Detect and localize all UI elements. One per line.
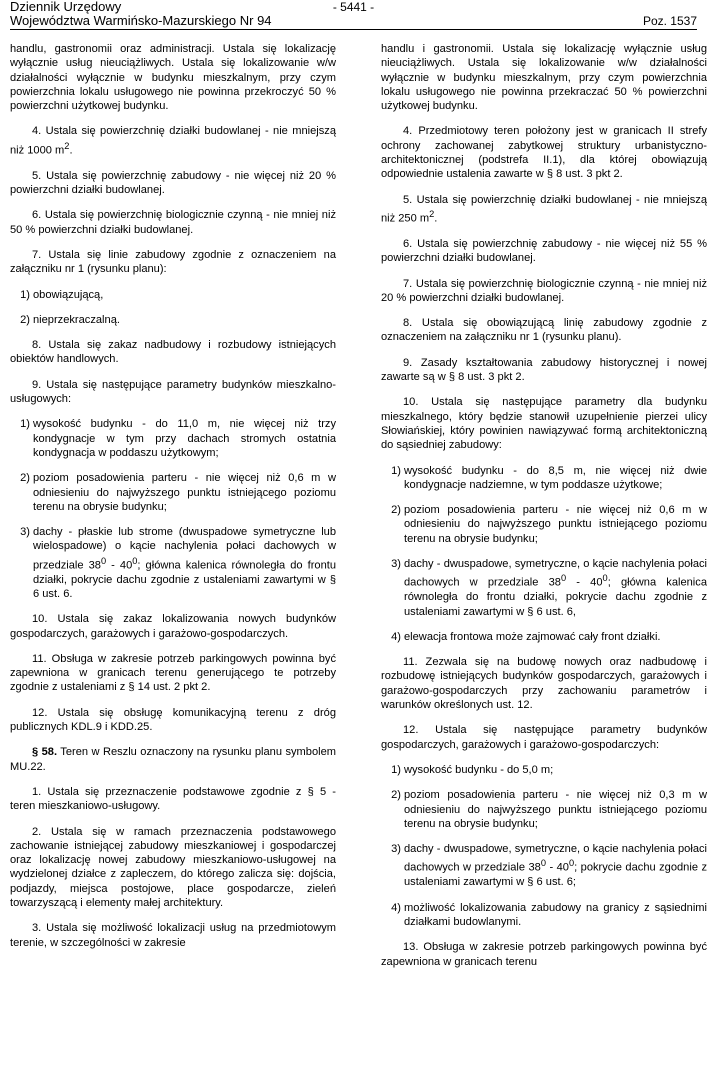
list-item: 1) obowiązującą,	[20, 288, 104, 301]
paragraph: 12. Ustala się następujące parametry budynków gospodarczych, garażowych i garażowo-gospodarczych:	[381, 724, 707, 751]
section-number: § 58.	[32, 746, 58, 759]
list-item: 2) poziom posadowienia parteru - nie więcej niż 0,3 m w odniesieniu do najwyższego punktu istniejącego poziomu terenu na obrysie budynku;	[391, 789, 707, 830]
paragraph: 5. Ustala się powierzchnię działki budowlanej - nie mniejszą niż 250 $m^2$.	[381, 193, 707, 225]
paragraph: handlu, gastronomii oraz administracji. Ustala się lokalizację wyłącznie usług nieuciążliwych. Ustala się lokalizowanie w/w działalności wyłącznie w budynku mieszkalnym, przy czym powierzchnia lokalu usługowego nie powinna przekroczyć 50 % powierzchni użytkowej budynku.	[10, 43, 336, 113]
paragraph: 2. Ustala się w ramach przeznaczenia podstawowego zachowanie istniejącej zabudowy mieszkaniowej i gospodarczej oraz lokalizację nowej zabudowy mieszkaniowo-usługowej na wydzielonej działce z zapleczem, do którego zalicza się: dojścia, podjazdy, miejsca postojowe, place gospodarcze, zieleń towarzyszącą i elementy małej architektury.	[10, 825, 336, 910]
header-rule	[10, 29, 697, 30]
list-item: 3) dachy - dwuspadowe, symetryczne, o kącie nachylenia połaci dachowych w przedziale $38^0 - 40^0$; główna kalenica równoległa do frontu działki, pokrycie dachu zgodnie z ustaleniami zawartymi w § 6 ust. 6,	[391, 558, 707, 618]
position-number: Poz. 1537	[642, 14, 697, 28]
list-item: 3) dachy - płaskie lub strome (dwuspadowe symetryczne lub wielospadowe) o kącie nachylenia połaci dachowych w przedziale $38^0 - 40^0$; główna kalenica równoległa do frontu działki, pokrycie dachu zgodnie z ustaleniami zawartymi w § 6 ust. 6.	[20, 526, 336, 600]
paragraph: 8. Ustala się obowiązującą linię zabudowy zgodnie z oznaczeniem na załączniku nr 1 (rysunku planu).	[381, 317, 707, 344]
list-item: 4) możliwość lokalizowania zabudowy na granicy z sąsiednimi działkami budowlanymi.	[391, 901, 707, 929]
left-column	[10, 42, 336, 961]
paragraph: 11. Zezwala się na budowę nowych oraz nadbudowę i rozbudowę istniejących budynków gospodarczych, garażowych i garażowo-gospodarczych przy zachowaniu parametrów i warunków określonych ust. 12.	[381, 656, 707, 712]
list-item: 1) wysokość budynku - do 5,0 m;	[391, 763, 554, 776]
paragraph: handlu i gastronomii. Ustala się lokalizację wyłącznie usług nieuciążliwych. Ustala się lokalizowanie w/w działalności wyłącznie w budynku mieszkalnym, przy czym powierzchnia lokalu usługowego nie powinna przekraczać 50 % powierzchni użytkowej budynku.	[381, 43, 707, 113]
paragraph: 9. Zasady kształtowania zabudowy historycznej i nowej zawarte są w § 8 ust. 3 pkt 2.	[381, 356, 707, 384]
list-item: 2) nieprzekraczalną.	[20, 313, 120, 326]
paragraph: 7. Ustala się linie zabudowy zgodnie z oznaczeniem na załączniku nr 1 (rysunku planu):	[10, 248, 336, 276]
paragraph: 5. Ustala się powierzchnię zabudowy - nie więcej niż 20 % powierzchni działki budowlanej.	[10, 169, 336, 197]
list-item: 1) wysokość budynku - do 11,0 m, nie więcej niż trzy kondygnacje w tym przy dachach stromych ostatnia kondygnacja w poddaszu użytkowym;	[20, 418, 336, 459]
voivodeship-issue: Województwa Warmińsko-Mazurskiego Nr 94	[10, 13, 272, 28]
paragraph: 6. Ustala się powierzchnię zabudowy - nie więcej niż 55 % powierzchni działki budowlanej.	[381, 237, 707, 265]
paragraph: 12. Ustala się obsługę komunikacyjną terenu z dróg publicznych KDL.9 i KDD.25.	[10, 706, 336, 734]
list-item: 1) wysokość budynku - do 8,5 m, nie więcej niż dwie kondygnacje nadziemne, w tym poddasze użytkowe;	[391, 464, 707, 491]
paragraph: 10. Ustala się następujące parametry dla budynku mieszkalnego, który będzie stanowił uzupełnienie pierzei ulicy Słowiańskiej, który powinien nawiązywać formą architektoniczną do sąsiedniej zabudowy:	[381, 396, 707, 452]
paragraph: 3. Ustala się możliwość lokalizacji usług na przedmiotowym terenie, w szczególności w zakresie	[10, 922, 336, 949]
paragraph: 8. Ustala się zakaz nadbudowy i rozbudowy istniejących obiektów handlowych.	[10, 339, 336, 366]
right-column	[381, 42, 707, 980]
paragraph: 13. Obsługa w zakresie potrzeb parkingowych powinna być zapewniona w granicach terenu	[381, 941, 707, 968]
paragraph: 4. Przedmiotowy teren położony jest w granicach II strefy ochrony zachowanej zabytkowej struktury urbanistyczno-architektonicznej (podstrefa II.1), dla której obowiązują odpowiednie ustalenia zawarte w § 8 ust. 3 pkt 2.	[381, 125, 707, 181]
page-header	[10, 0, 697, 30]
list-item: 3) dachy - dwuspadowe, symetryczne, o kącie nachylenia połaci dachowych w przedziale $38^0 - 40^0$; pokrycie dachu zgodnie z ustaleniami zawartymi w § 6 ust. 6;	[391, 843, 707, 889]
paragraph: 6. Ustala się powierzchnię biologicznie czynną - nie mniej niż 50 % powierzchni działki budowlanej.	[10, 209, 336, 236]
list-item: 2) poziom posadowienia parteru - nie więcej niż 0,6 m w odniesieniu do najwyższego punktu istniejącego poziomu terenu na obrysie budynku;	[20, 472, 336, 513]
paragraph: 4. Ustala się powierzchnię działki budowlanej - nie mniejszą niż 1000 $m^2$.	[10, 125, 336, 157]
section-heading-paragraph: § 58. Teren w Reszlu oznaczony na rysunku planu symbolem MU.22.	[10, 746, 336, 773]
paragraph: 10. Ustala się zakaz lokalizowania nowych budynków gospodarczych, garażowych i garażowo-gospodarczych.	[10, 613, 336, 640]
paragraph: 9. Ustala się następujące parametry budynków mieszkalno-usługowych:	[10, 378, 336, 406]
list-item: 2) poziom posadowienia parteru - nie więcej niż 0,6 m w odniesieniu do najwyższego punktu istniejącego poziomu terenu na obrysie budynku;	[391, 504, 707, 545]
paragraph: 7. Ustala się powierzchnię biologicznie czynną - nie mniej niż 20 % powierzchni działki budowlanej.	[381, 277, 707, 304]
paragraph: 1. Ustala się przeznaczenie podstawowe zgodnie z § 5 - teren mieszkaniowo-usługowy.	[10, 785, 336, 813]
journal-title: Dziennik Urzędowy	[10, 0, 122, 14]
paragraph: 11. Obsługa w zakresie potrzeb parkingowych powinna być zapewniona w granicach terenu generującego te potrzeby zgodnie z ustaleniami z § 14 ust. 2 pkt 2.	[10, 652, 336, 694]
list-item: 4) elewacja frontowa może zajmować cały front działki.	[391, 630, 661, 643]
page-number: - 5441 -	[332, 0, 375, 14]
